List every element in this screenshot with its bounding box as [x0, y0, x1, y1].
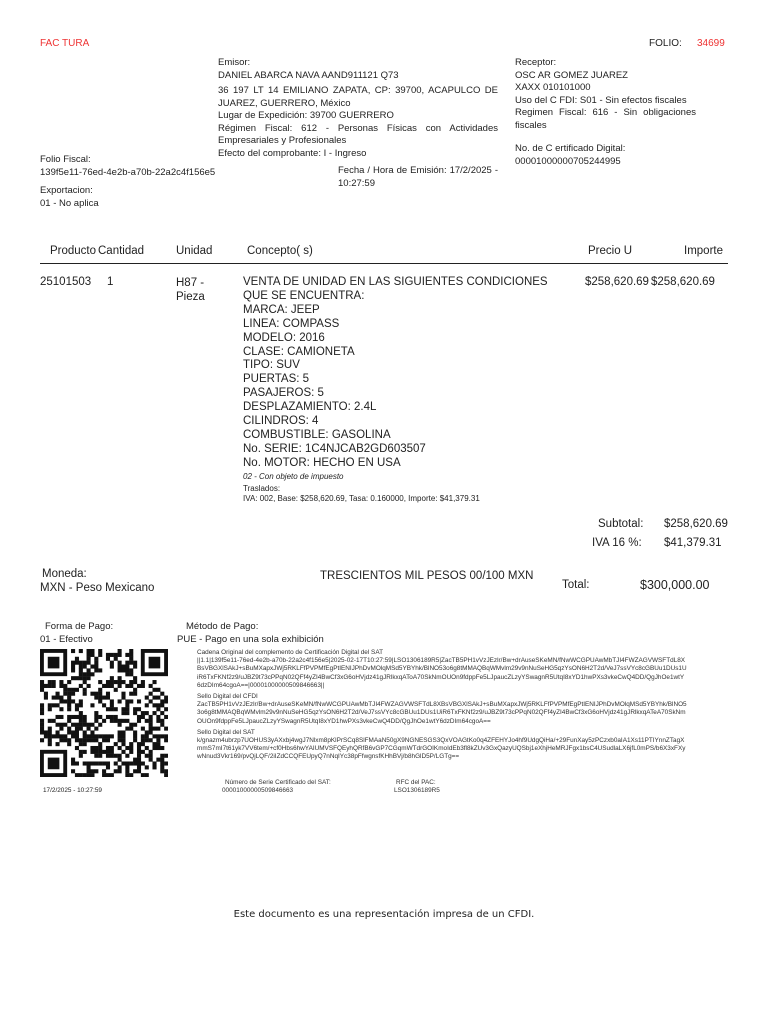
forma-pago-value: 01 - Efectivo	[40, 634, 93, 645]
concepto-line: No. SERIE: 1C4NJCAB2GD603507	[243, 442, 426, 455]
subtotal-label: Subtotal:	[598, 518, 644, 530]
receptor-label: Receptor:	[515, 57, 557, 68]
emisor-block	[218, 57, 498, 160]
receptor-block	[515, 57, 696, 168]
objeto-impuesto: 02 - Con objeto de impuesto	[243, 471, 344, 481]
footer-note: Este documento es una representación impresa de un CFDI.	[233, 909, 535, 920]
col-cantidad: Cantidad	[98, 245, 145, 257]
iva-value: $41,379.31	[664, 537, 722, 549]
concepto-lines	[243, 276, 573, 471]
rfc-pac-label: RFC del PAC:	[396, 779, 436, 786]
serie-sat-label: Número de Serie Certificado del SAT:	[225, 779, 331, 786]
sat-block	[197, 649, 687, 762]
concepto-line: PASAJEROS: 5	[243, 387, 324, 400]
row-producto: 25101503	[40, 276, 92, 288]
emisor-regimen: Régimen Fiscal: 612 - Personas Físicas con Actividades Empresariales y Profesionales	[218, 122, 498, 146]
traslados-label: Traslados:	[243, 483, 281, 493]
emisor-address: 36 197 LT 14 EMILIANO ZAPATA, CP: 39700, ACAPULCO DE JUAREZ, GUERRERO, México	[218, 85, 498, 109]
moneda-value: MXN - Peso Mexicano	[40, 582, 155, 594]
receptor-regimen: Regimen Fiscal: 616 - Sin obligaciones fiscales	[515, 107, 696, 131]
col-unidad: Unidad	[176, 245, 213, 257]
forma-pago-label: Forma de Pago:	[45, 621, 114, 632]
receptor-uso: Uso del C FDI: S01 - Sin efectos fiscales	[515, 94, 687, 106]
concepto-line: MODELO: 2016	[243, 331, 325, 344]
concepto-line: LINEA: COMPASS	[243, 317, 340, 330]
qr-code-image	[40, 649, 168, 777]
row-concepto	[243, 276, 573, 504]
concepto-line: CILINDROS: 4	[243, 415, 319, 428]
total-value: $300,000.00	[640, 578, 710, 592]
concepto-line: VENTA DE UNIDAD EN LAS SIGUIENTES CONDICIONES QUE SE ENCUENTRA:	[243, 276, 548, 302]
concepto-line: DESPLAZAMIENTO: 2.4L	[243, 401, 377, 414]
concepto-line: MARCA: JEEP	[243, 303, 320, 316]
concepto-line: COMBUSTIBLE: GASOLINA	[243, 428, 391, 441]
concepto-line: No. MOTOR: HECHO EN USA	[243, 456, 401, 469]
col-importe: Importe	[684, 245, 723, 257]
emisor-lugar: Lugar de Expedición: 39700 GUERRERO	[218, 110, 394, 121]
row-importe: $258,620.69	[651, 276, 715, 288]
header-divider	[40, 263, 728, 264]
receptor-rfc: XAXX 010101000	[515, 82, 591, 93]
exportacion-label: Exportacion:	[40, 185, 93, 196]
sello-sat-label: Sello Digital del SAT	[197, 728, 255, 736]
receptor-name: OSC AR GOMEZ JUAREZ	[515, 69, 628, 81]
folio-fiscal-value: 139f5e11-76ed-4e2b-a70b-22a2c4f156e5	[40, 166, 216, 178]
sello-cfdi-value: ZacTB5PH1vVzJEzlr/Bw+drAuseSKeMN/fNwWCGPUAwMbTJI4FWZAGVWSFTdL8XBsVBGXlSAkJ+sBuMXapxJWj5RKLFfPVPMfEgPtIENIJPhDvMOlqMSd5YBYhk/BlNO53o6g8tMMAQBqWMvlm29v9nNuSeHG5qzYsON6H2T2d/VeJ7ssVYc8cGBUu1DUs1UiR6TxFKNf2z9/uJBZ9t73cPPqN02QFf4yZI4BwCf3xG6oHVjdz41gJRlkxqATeA70SkNmOUOn9fdppFe5LJpaucZLzyYSwagnR5UtqI8xYD1hwPXs3vkeCwQ4DD/QgJhOe1wtY6dzDIm64cgoA==	[197, 701, 687, 725]
subtotal-value: $258,620.69	[664, 518, 728, 530]
concepto-line: PUERTAS: 5	[243, 373, 310, 386]
receptor-cert-label: No. de C ertificado Digital:	[515, 143, 626, 154]
importe-letra: TRESCIENTOS MIL PESOS 00/100 MXN	[320, 570, 534, 582]
qr-date: 17/2/2025 - 10:27:59	[43, 787, 102, 794]
emisor-efecto: Efecto del comprobante: I - Ingreso	[218, 147, 367, 159]
row-precio: $258,620.69	[585, 276, 649, 288]
row-unidad: H87 - Pieza	[176, 277, 205, 303]
fecha-emision: Fecha / Hora de Emisión: 17/2/2025 - 10:27:59	[338, 165, 498, 189]
moneda-label: Moneda:	[42, 568, 87, 580]
folio-fiscal-label: Folio Fiscal:	[40, 154, 91, 165]
concepto-line: TIPO: SUV	[243, 359, 300, 372]
qr-code	[40, 649, 168, 777]
col-producto: Producto	[50, 245, 97, 257]
total-label: Total:	[562, 579, 590, 591]
metodo-pago-label: Método de Pago:	[186, 621, 259, 632]
folio-label: FOLIO:	[649, 38, 682, 49]
col-concepto: Concepto( s)	[247, 245, 313, 257]
emisor-name: DANIEL ABARCA NAVA AAND911121 Q73	[218, 69, 399, 81]
cadena-label: Cadena Original del complemento de Certificación Digital del SAT	[197, 649, 384, 656]
serie-sat-value: 00001000000509846663	[222, 787, 294, 794]
folio-value: 34699	[697, 38, 725, 49]
iva-label: IVA 16 %:	[592, 537, 642, 549]
sello-cfdi-label: Sello Digital del CFDI	[197, 693, 258, 701]
document-type: FAC TURA	[40, 38, 90, 49]
sello-sat-value: k/gnazm4ubrzp7UOHUS3yAXxbj4wgJ7Nlxm8pKlPrSCq8SlFMAaN50gX9NGNESGS3QxVOAGtKo0q4ZFEHYJo4hf9UdgQiHa/+29FunXay5zPCzxb0aIA1Xs11PTIYnnZTagXmmS7mI7t61yk7VV6tem/+cf0Hbs6hwYAIUMVSFQEyhQRfB6vGP7CGqmWTdrGOIKmoIdEb3fl8kZUv3GxQazyUQSbj1eXhjHeMRJFgx1bsC4USudlaLX6jfL0mPS/b6X3xFXywNnud3Vkr169/pvQjLQF/2iIZdCCQFEUpyQ7nNqIYc38pFfwgnsfKHhBVj/b8hGlD5P/LGTg==	[197, 737, 686, 761]
row-cantidad: 1	[107, 276, 114, 288]
cadena-value: ||1.1|139f5e11-76ed-4e2b-a70b-22a2c4f156e5|2025-02-17T10:27:59|LSO1306189R5|ZacTB5PH1vVzJEzlr/Bw+drAuseSKeMN/fNwWCGPUAwMbTJI4FWZAGVWSFTdL8XBsVBGXlSAkJ+sBuMXapxJWj5RKLFfPVPMfEgPtIENIJPhDvMOlqMSd5YBYhk/BlNO53o6g8tMMAQBqWMvlm29v9nNuSeHG5qzYsON6H2T2d/VeJ7ssVYc8cGBUu1DUs1UiR6TxFKNf2z9/uJBZ9t73cPPqN02QFf4yZI4BwCf3xG6oHVjdz41gJRlkxqAToA70SkNmOUOn9fdppFe5LJpaucZLzyYSwagnR5UtqI8xYD1hwPXs3vkeCwQ4DD/QgJhOe1wtY6dzDIm64cgoA==|00001000000509846663||	[197, 657, 687, 689]
col-precio: Precio U	[588, 245, 633, 257]
rfc-pac-value: LSO1306189R5	[394, 787, 440, 794]
folio-fiscal-block	[40, 154, 215, 210]
metodo-pago-value: PUE - Pago en una sola exhibición	[177, 634, 324, 645]
concepto-line: CLASE: CAMIONETA	[243, 345, 355, 358]
emisor-label: Emisor:	[218, 57, 251, 68]
receptor-cert-value: 00001000000705244995	[515, 155, 621, 167]
exportacion-value: 01 - No aplica	[40, 197, 99, 209]
traslados-value: IVA: 002, Base: $258,620.69, Tasa: 0.160000, Importe: $41,379.31	[243, 493, 480, 503]
